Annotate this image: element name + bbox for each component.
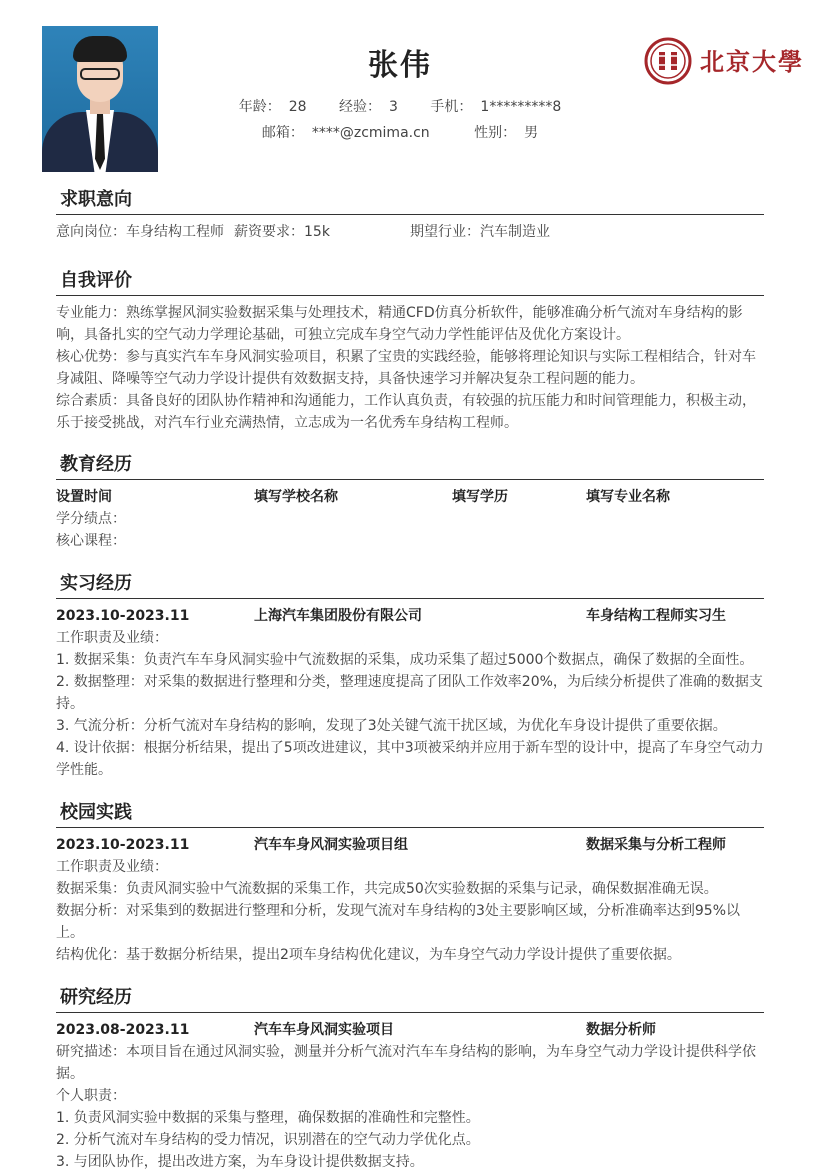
section-title: 教育经历 (56, 451, 764, 480)
internship-role: 车身结构工程师实习生 (586, 608, 726, 624)
profile-photo (42, 26, 158, 172)
research-time: 2023.08-2023.11 (56, 1022, 190, 1038)
text-line: 2. 数据整理：对采集的数据进行整理和分类，整理速度提高了团队工作效率20%，为后续分析提供了准确的数据支 (56, 674, 763, 690)
text-line: 个人职责： (56, 1088, 126, 1104)
internship-time: 2023.10-2023.11 (56, 608, 190, 624)
text-line: 据。 (56, 1066, 84, 1082)
info-row-2 (200, 122, 600, 142)
text-line: 综合素质：具备良好的团队协作精神和沟通能力，工作认真负责，有较强的抗压能力和时间管理能力，积极主动， (56, 393, 756, 409)
internship-company: 上海汽车集团股份有限公司 (254, 608, 422, 624)
job-intent-section (56, 186, 764, 243)
age-value: 28 (288, 99, 307, 115)
text-line: 数据分析：对采集到的数据进行整理和分析，发现气流对车身结构的3处主要影响区域，分析准确率达到95%以 (56, 903, 741, 919)
text-line: 核心优势：参与真实汽车车身风洞实验项目，积累了宝贵的实践经验，能够将理论知识与实际工程相结合，针对车 (56, 349, 756, 365)
campus-organization: 汽车车身风洞实验项目组 (254, 837, 408, 853)
text-line: 身减阻、降噪等空气动力学设计提供有效数据支持，具备快速学习并解决复杂工程问题的能力。 (56, 371, 644, 387)
education-major: 填写专业名称 (586, 489, 670, 505)
text-line: 学性能。 (56, 762, 112, 778)
text-line: 结构优化：基于数据分析结果，提出2项车身结构优化建议，为车身空气动力学设计提供了重要依据。 (56, 947, 681, 963)
text-line: 3. 与团队协作，提出改进方案，为车身设计提供数据支持。 (56, 1154, 424, 1170)
research-project: 汽车车身风洞实验项目 (254, 1022, 394, 1038)
research-header-row (56, 1019, 764, 1041)
gender-label: 性别： (474, 125, 517, 141)
intended-position: 意向岗位：车身结构工程师 (56, 224, 224, 240)
text-line: 持。 (56, 696, 84, 712)
email-label: 邮箱： (261, 125, 304, 141)
text-line: 2. 分析气流对车身结构的受力情况，识别潜在的空气动力学优化点。 (56, 1132, 480, 1148)
text-line: 1. 数据采集：负责汽车车身风洞实验中气流数据的采集，成功采集了超过5000个数据点，确保了数据的全面性。 (56, 652, 754, 668)
info-row-1 (200, 96, 600, 116)
expected-salary: 薪资要求：15k (234, 224, 330, 240)
internship-header-row (56, 605, 764, 627)
experience-value: 3 (389, 99, 398, 115)
education-section (56, 451, 764, 552)
section-title: 自我评价 (56, 267, 764, 296)
candidate-name: 张伟 (368, 48, 432, 83)
text-line: 3. 气流分析：分析气流对车身结构的影响，发现了3处关键气流干扰区域，为优化车身设计提供了重要依据。 (56, 718, 727, 734)
text-line: 研究描述：本项目旨在通过风洞实验，测量并分析气流对汽车车身结构的影响，为车身空气动力学设计提供科学依 (56, 1044, 756, 1060)
university-seal-icon (644, 37, 692, 85)
campus-practice-section (56, 799, 764, 966)
expected-industry: 期望行业：汽车制造业 (410, 224, 550, 240)
phone-value: 1*********8 (480, 99, 562, 115)
text-line: 4. 设计依据：根据分析结果，提出了5项改进建议，其中3项被采纳并应用于新车型的设计中，提高了车身空气动力 (56, 740, 764, 756)
education-courses: 核心课程： (56, 533, 126, 549)
self-evaluation-section (56, 267, 764, 434)
section-title: 研究经历 (56, 984, 764, 1013)
section-title: 校园实践 (56, 799, 764, 828)
text-line: 上。 (56, 925, 84, 941)
gender-value: 男 (524, 125, 539, 141)
text-line: 专业能力：熟练掌握风洞实验数据采集与处理技术，精通CFD仿真分析软件，能够准确分析气流对车身结构的影 (56, 305, 743, 321)
phone-label: 手机： (430, 99, 473, 115)
research-role: 数据分析师 (586, 1022, 656, 1038)
text-line: 工作职责及业绩： (56, 630, 168, 646)
education-gpa: 学分绩点： (56, 511, 126, 527)
job-intent-row (56, 221, 764, 243)
text-line: 1. 负责风洞实验中数据的采集与整理，确保数据的准确性和完整性。 (56, 1110, 480, 1126)
university-logo-text: 北京大學 (700, 47, 804, 76)
text-line: 响，具备扎实的空气动力学理论基础，可独立完成车身空气动力学性能评估及优化方案设计。 (56, 327, 630, 343)
campus-time: 2023.10-2023.11 (56, 837, 190, 853)
campus-header-row (56, 834, 764, 856)
education-time: 设置时间 (56, 489, 112, 505)
internship-section (56, 570, 764, 781)
university-logo (644, 36, 804, 86)
section-title: 求职意向 (56, 186, 764, 215)
text-line: 乐于接受挑战，对汽车行业充满热情，立志成为一名优秀车身结构工程师。 (56, 415, 518, 431)
experience-label: 经验： (339, 99, 382, 115)
education-school: 填写学校名称 (254, 489, 338, 505)
research-section (56, 984, 764, 1173)
campus-role: 数据采集与分析工程师 (586, 837, 726, 853)
section-title: 实习经历 (56, 570, 764, 599)
text-line: 工作职责及业绩： (56, 859, 168, 875)
education-degree: 填写学历 (452, 489, 508, 505)
email-value: ****@zcmima.cn (311, 125, 430, 141)
age-label: 年龄： (238, 99, 281, 115)
text-line: 数据采集：负责风洞实验中气流数据的采集工作，共完成50次实验数据的采集与记录，确保数据准确无误。 (56, 881, 718, 897)
education-header-row (56, 486, 764, 508)
